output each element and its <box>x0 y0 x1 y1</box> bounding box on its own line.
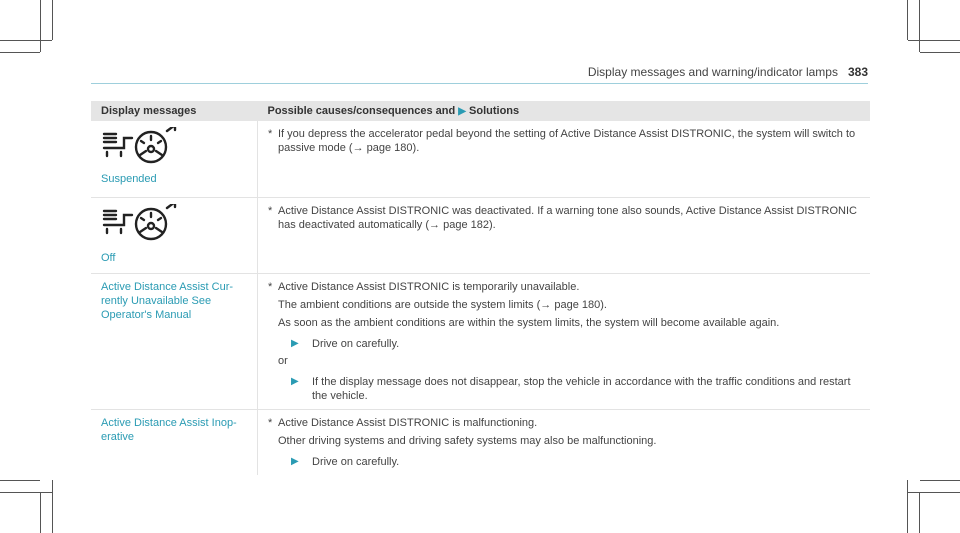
page-ref: page 182). <box>443 218 496 231</box>
page-number: 383 <box>847 65 868 79</box>
action-step: ▶ Drive on carefully. <box>291 455 400 468</box>
crop-mark <box>52 0 53 40</box>
distronic-icon <box>101 127 247 165</box>
message-label: Active Distance Assist Cur- rently Unavailable See Operator's Manual <box>101 280 234 321</box>
cause-cell <box>258 197 871 273</box>
body-text: As soon as the ambient conditions are within the system limits, the system will become available again. <box>278 316 780 329</box>
page-ref: page 180). <box>366 142 420 154</box>
page-ref-arrow-icon: → <box>352 142 367 154</box>
page-ref-arrow-icon: → <box>429 218 444 231</box>
crop-mark <box>920 480 960 481</box>
message-label: Off <box>101 251 116 264</box>
action-step: ▶ Drive on carefully. <box>291 337 400 350</box>
header-rule <box>91 83 868 84</box>
message-cell <box>91 273 258 409</box>
bullet-item: * Active Distance Assist DISTRONIC is temporarily unavailable. <box>268 280 580 293</box>
crop-mark <box>907 480 908 533</box>
or-text: or <box>278 354 288 367</box>
message-cell <box>91 197 258 273</box>
action-arrow-icon: ▶ <box>291 455 299 467</box>
page-ref-arrow-icon: → <box>540 298 555 311</box>
col-header-display-messages: Display messages <box>91 101 258 121</box>
page-header <box>588 65 868 79</box>
crop-mark <box>0 480 40 481</box>
bullet-item: * Active Distance Assist DISTRONIC was deactivated. If a warning tone also sounds, Active Distance Assist DISTRONIC has deactivated automatically (→ page 182). <box>268 204 857 231</box>
distronic-icon <box>101 204 247 242</box>
action-arrow-icon: ▶ <box>291 375 299 387</box>
crop-mark <box>52 480 53 533</box>
crop-mark <box>919 492 920 533</box>
solutions-arrow-icon: ▶ <box>458 106 466 117</box>
table-row <box>91 197 870 273</box>
crop-mark <box>919 0 920 52</box>
page-ref: page 180). <box>554 298 607 311</box>
bullet-item: * Active Distance Assist DISTRONIC is malfunctioning. <box>268 416 538 429</box>
body-text: The ambient conditions are outside the system limits (→ page 180). <box>278 298 607 311</box>
table-row <box>91 121 870 197</box>
message-label: Suspended <box>101 173 157 185</box>
crop-mark <box>908 492 960 493</box>
message-cell <box>91 409 258 475</box>
crop-mark <box>0 492 52 493</box>
cause-cell <box>258 121 871 197</box>
cause-cell <box>258 409 871 475</box>
crop-mark <box>920 52 960 53</box>
col-header-causes: Possible causes/consequences and ▶ Solutions <box>258 101 871 121</box>
table-row <box>91 409 870 475</box>
message-cell <box>91 121 258 197</box>
body-text: Other driving systems and driving safety systems may also be malfunctioning. <box>278 434 657 447</box>
cause-cell <box>258 273 871 409</box>
display-messages-table <box>91 101 870 475</box>
action-arrow-icon: ▶ <box>291 337 299 349</box>
crop-mark <box>0 52 40 53</box>
section-title: Display messages and warning/indicator lamps <box>587 65 838 79</box>
table-header-row <box>91 101 870 121</box>
action-step: ▶ If the display message does not disappear, stop the vehicle in accordance with the traffic conditions and restart the vehicle. <box>291 375 851 402</box>
crop-mark <box>40 492 41 533</box>
crop-mark <box>908 40 960 41</box>
crop-mark <box>907 0 908 40</box>
bullet-item: * If you depress the accelerator pedal beyond the setting of Active Distance Assist DISTRONIC, the system will switch to passive mode (→ page 180). <box>268 128 856 154</box>
crop-mark <box>40 0 41 52</box>
table-row <box>91 273 870 409</box>
message-label: Active Distance Assist Inop- erative <box>101 416 237 443</box>
crop-mark <box>0 40 52 41</box>
